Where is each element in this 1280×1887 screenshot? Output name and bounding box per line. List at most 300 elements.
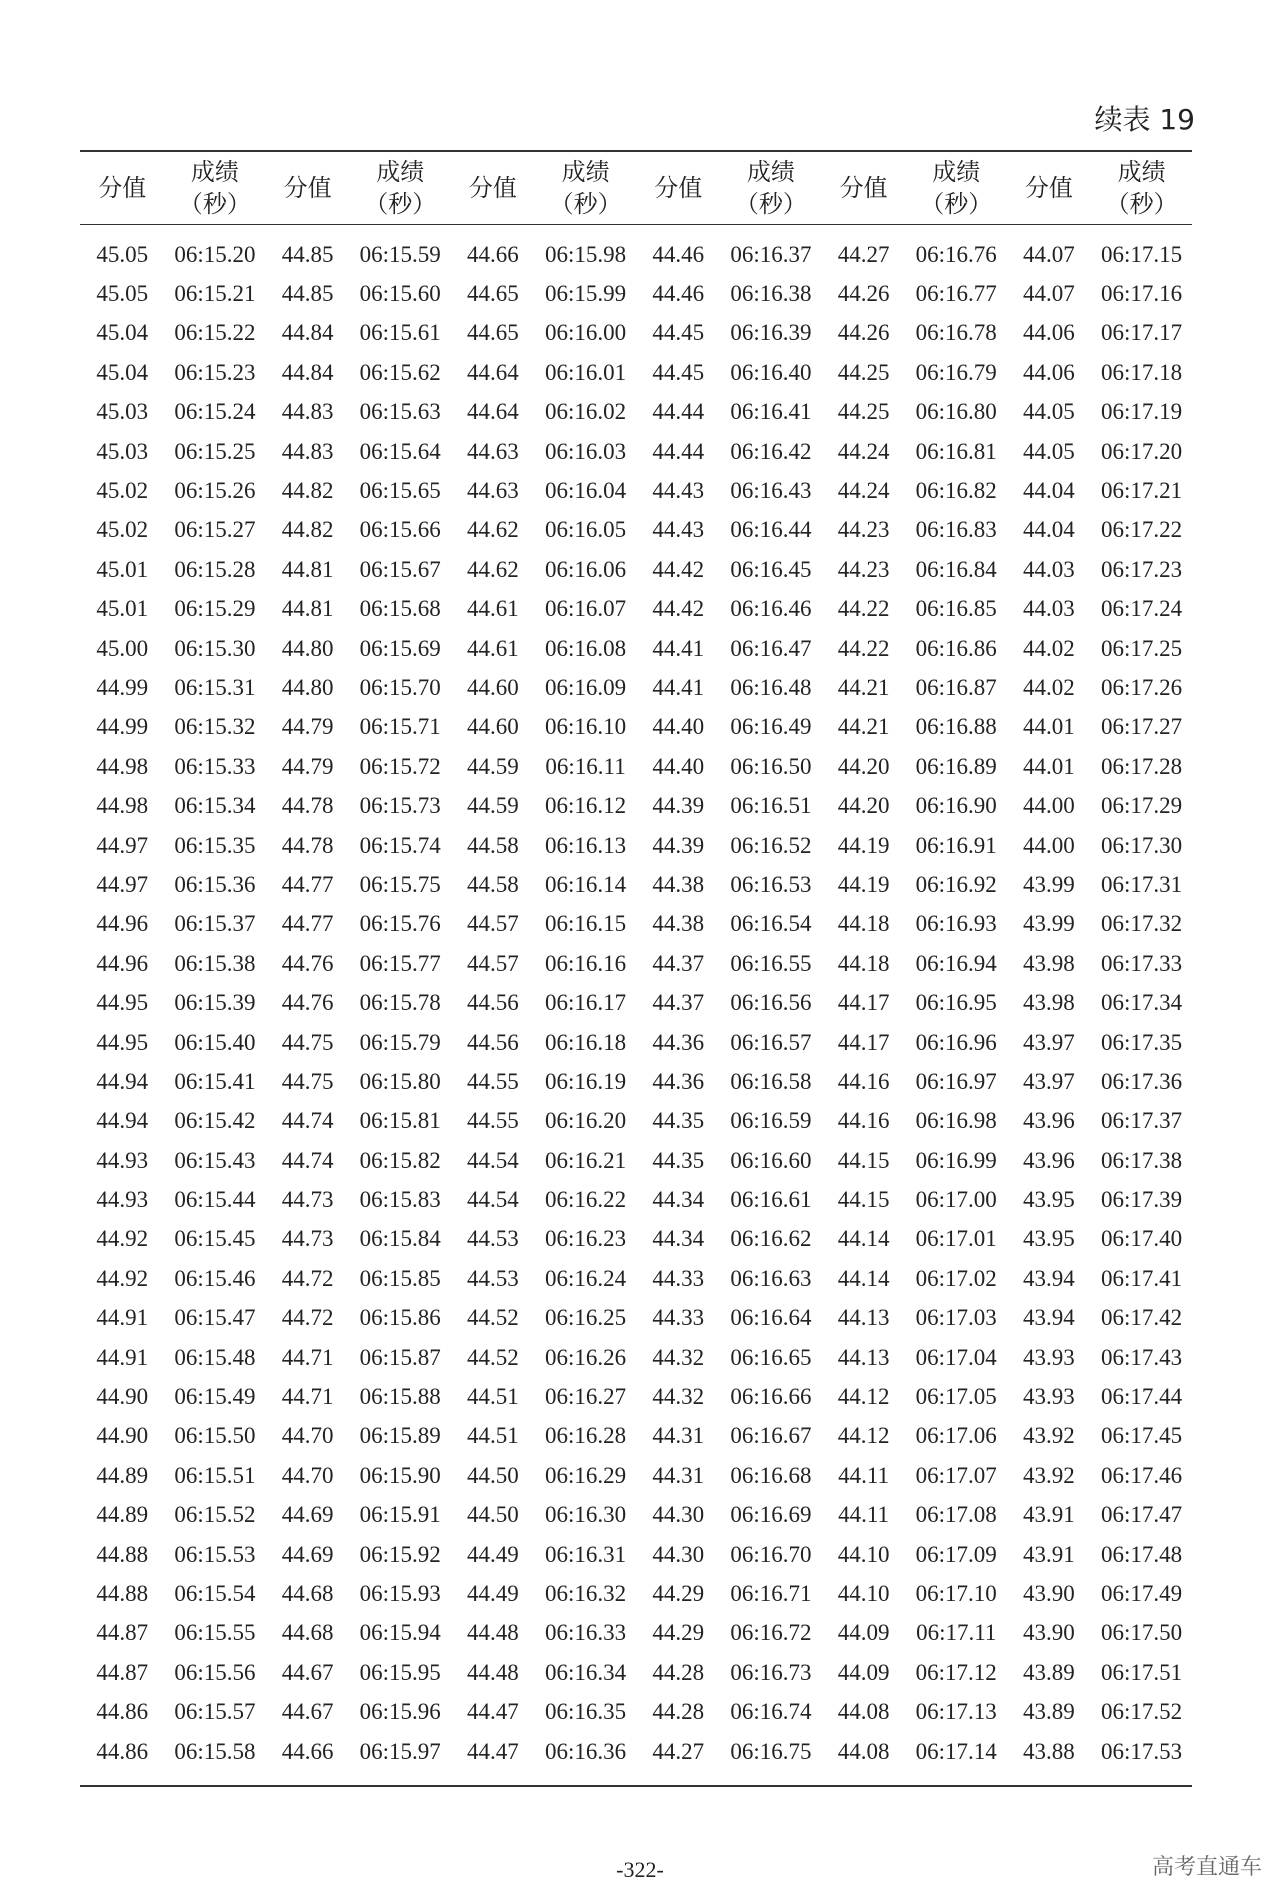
- score-cell: 44.77: [281, 871, 334, 897]
- score-cell: 44.58: [467, 871, 519, 897]
- table-row: [80, 511, 1192, 550]
- time-cell: 06:17.02: [915, 1265, 997, 1291]
- time-cell: 06:17.01: [915, 1226, 997, 1252]
- time-cell: 06:15.82: [359, 1147, 441, 1173]
- time-cell: 06:17.10: [915, 1580, 997, 1606]
- score-cell: 44.70: [281, 1423, 334, 1449]
- time-cell: 06:16.85: [915, 596, 997, 622]
- score-cell: 44.97: [96, 832, 149, 858]
- time-cell: 06:16.33: [545, 1620, 627, 1646]
- header-time-label: 成绩: [376, 157, 425, 186]
- time-cell: 06:16.47: [730, 635, 812, 661]
- time-cell: 06:15.91: [359, 1502, 441, 1528]
- time-cell: 06:15.46: [174, 1265, 256, 1291]
- time-cell: 06:16.60: [730, 1147, 812, 1173]
- score-cell: 44.99: [96, 714, 149, 740]
- time-cell: 06:15.70: [359, 674, 441, 700]
- time-cell: 06:17.16: [1101, 281, 1183, 307]
- header-time-unit: （秒）: [1105, 190, 1178, 218]
- score-cell: 44.76: [281, 990, 334, 1016]
- time-cell: 06:15.26: [174, 478, 256, 504]
- score-cell: 44.43: [652, 517, 705, 543]
- score-cell: 44.02: [1023, 674, 1075, 700]
- time-cell: 06:15.96: [359, 1699, 441, 1725]
- time-cell: 06:15.84: [359, 1226, 441, 1252]
- time-cell: 06:17.09: [915, 1541, 997, 1567]
- time-cell: 06:16.19: [545, 1068, 627, 1094]
- time-cell: 06:17.19: [1101, 399, 1183, 425]
- time-cell: 06:17.08: [915, 1502, 997, 1528]
- time-cell: 06:16.96: [915, 1029, 997, 1055]
- header-time: [535, 151, 636, 225]
- time-cell: 06:16.29: [545, 1462, 627, 1488]
- header-time-label: 成绩: [746, 157, 795, 186]
- score-cell: 43.89: [1023, 1659, 1075, 1685]
- time-cell: 06:16.37: [730, 241, 812, 267]
- time-cell: 06:16.23: [545, 1226, 627, 1252]
- score-cell: 43.89: [1023, 1699, 1075, 1725]
- score-cell: 44.60: [467, 674, 519, 700]
- score-cell: 44.68: [281, 1580, 334, 1606]
- score-cell: 44.74: [281, 1147, 334, 1173]
- time-cell: 06:16.69: [730, 1502, 812, 1528]
- time-cell: 06:15.85: [359, 1265, 441, 1291]
- score-cell: 44.80: [281, 674, 334, 700]
- score-cell: 43.96: [1023, 1147, 1075, 1173]
- header-score: 分值: [283, 173, 332, 202]
- table-row: [80, 786, 1192, 825]
- time-cell: 06:15.33: [174, 753, 256, 779]
- time-cell: 06:16.78: [915, 320, 997, 346]
- score-cell: 44.12: [837, 1423, 890, 1449]
- time-cell: 06:16.66: [730, 1384, 812, 1410]
- time-cell: 06:16.14: [545, 871, 627, 897]
- score-cell: 44.55: [467, 1108, 519, 1134]
- time-cell: 06:15.49: [174, 1384, 256, 1410]
- score-cell: 44.32: [652, 1344, 705, 1370]
- score-cell: 44.17: [837, 990, 890, 1016]
- time-cell: 06:15.21: [174, 281, 256, 307]
- time-cell: 06:15.37: [174, 911, 256, 937]
- time-cell: 06:15.47: [174, 1305, 256, 1331]
- table-row: [80, 274, 1192, 313]
- score-cell: 44.67: [281, 1699, 334, 1725]
- time-cell: 06:15.20: [174, 241, 256, 267]
- time-cell: 06:17.50: [1101, 1620, 1183, 1646]
- score-cell: 44.23: [837, 556, 890, 582]
- time-cell: 06:17.41: [1101, 1265, 1183, 1291]
- score-cell: 44.10: [837, 1580, 890, 1606]
- time-cell: 06:17.26: [1101, 674, 1183, 700]
- time-cell: 06:15.24: [174, 399, 256, 425]
- table-row: [80, 1732, 1192, 1786]
- score-cell: 44.13: [837, 1305, 890, 1331]
- time-cell: 06:15.65: [359, 478, 441, 504]
- time-cell: 06:16.68: [730, 1462, 812, 1488]
- score-cell: 44.42: [652, 596, 705, 622]
- score-cell: 44.49: [467, 1541, 519, 1567]
- time-cell: 06:15.43: [174, 1147, 256, 1173]
- time-cell: 06:16.24: [545, 1265, 627, 1291]
- score-cell: 44.41: [652, 635, 705, 661]
- table-row: [80, 1417, 1192, 1456]
- score-cell: 43.95: [1023, 1226, 1075, 1252]
- time-cell: 06:15.22: [174, 320, 256, 346]
- time-cell: 06:16.98: [915, 1108, 997, 1134]
- score-cell: 43.98: [1023, 950, 1075, 976]
- time-cell: 06:16.67: [730, 1423, 812, 1449]
- score-cell: 44.70: [281, 1462, 334, 1488]
- score-cell: 44.12: [837, 1384, 890, 1410]
- time-cell: 06:16.20: [545, 1108, 627, 1134]
- time-cell: 06:15.29: [174, 596, 256, 622]
- time-cell: 06:17.20: [1101, 438, 1183, 464]
- time-cell: 06:15.57: [174, 1699, 256, 1725]
- score-cell: 44.28: [652, 1699, 705, 1725]
- time-cell: 06:17.35: [1101, 1029, 1183, 1055]
- score-cell: 44.40: [652, 714, 705, 740]
- header-time-label: 成绩: [561, 157, 610, 186]
- score-cell: 44.76: [281, 950, 334, 976]
- time-cell: 06:17.49: [1101, 1580, 1183, 1606]
- score-cell: 43.88: [1023, 1738, 1075, 1764]
- table-row: [80, 225, 1192, 275]
- table-row: [80, 1141, 1192, 1180]
- time-cell: 06:16.95: [915, 990, 997, 1016]
- score-cell: 44.22: [837, 596, 890, 622]
- score-cell: 44.00: [1023, 793, 1075, 819]
- time-cell: 06:17.28: [1101, 753, 1183, 779]
- score-cell: 44.85: [281, 241, 334, 267]
- time-cell: 06:16.89: [915, 753, 997, 779]
- score-cell: 44.46: [652, 241, 705, 267]
- score-cell: 43.91: [1023, 1541, 1075, 1567]
- score-cell: 44.07: [1023, 281, 1075, 307]
- score-cell: 44.58: [467, 832, 519, 858]
- table-row: [80, 826, 1192, 865]
- score-cell: 44.91: [96, 1305, 149, 1331]
- header-time: [1091, 151, 1192, 225]
- time-cell: 06:15.48: [174, 1344, 256, 1370]
- time-cell: 06:16.92: [915, 871, 997, 897]
- score-cell: 44.09: [837, 1620, 890, 1646]
- score-cell: 44.94: [96, 1108, 149, 1134]
- score-cell: 44.43: [652, 478, 705, 504]
- score-cell: 44.64: [467, 399, 519, 425]
- table-row: [80, 1653, 1192, 1692]
- score-cell: 44.51: [467, 1423, 519, 1449]
- score-cell: 44.88: [96, 1541, 149, 1567]
- table-row: [80, 471, 1192, 510]
- time-cell: 06:16.84: [915, 556, 997, 582]
- time-cell: 06:16.36: [545, 1738, 627, 1764]
- time-cell: 06:15.27: [174, 517, 256, 543]
- score-cell: 44.46: [652, 281, 705, 307]
- time-cell: 06:16.75: [730, 1738, 812, 1764]
- score-cell: 44.78: [281, 832, 334, 858]
- table-row: [80, 550, 1192, 589]
- table-row: [80, 944, 1192, 983]
- header-score: 分值: [1024, 173, 1073, 202]
- score-cell: 43.96: [1023, 1108, 1075, 1134]
- header-time: [721, 151, 822, 225]
- score-cell: 44.87: [96, 1620, 149, 1646]
- time-cell: 06:15.66: [359, 517, 441, 543]
- time-cell: 06:16.04: [545, 478, 627, 504]
- score-cell: 44.34: [652, 1187, 705, 1213]
- time-cell: 06:16.08: [545, 635, 627, 661]
- time-cell: 06:15.45: [174, 1226, 256, 1252]
- score-cell: 44.97: [96, 871, 149, 897]
- header-score: 分值: [98, 173, 147, 202]
- score-cell: 44.05: [1023, 399, 1075, 425]
- table-row: [80, 708, 1192, 747]
- score-table: [80, 150, 1192, 1787]
- time-cell: 06:17.18: [1101, 359, 1183, 385]
- time-cell: 06:17.39: [1101, 1187, 1183, 1213]
- score-cell: 44.09: [837, 1659, 890, 1685]
- time-cell: 06:17.24: [1101, 596, 1183, 622]
- score-cell: 44.20: [837, 753, 890, 779]
- score-cell: 44.95: [96, 990, 149, 1016]
- time-cell: 06:16.62: [730, 1226, 812, 1252]
- time-cell: 06:16.44: [730, 517, 812, 543]
- score-cell: 44.91: [96, 1344, 149, 1370]
- time-cell: 06:16.16: [545, 950, 627, 976]
- score-cell: 44.06: [1023, 359, 1075, 385]
- time-cell: 06:16.77: [915, 281, 997, 307]
- score-cell: 44.79: [281, 753, 334, 779]
- time-cell: 06:16.59: [730, 1108, 812, 1134]
- time-cell: 06:16.53: [730, 871, 812, 897]
- score-cell: 44.86: [96, 1699, 149, 1725]
- time-cell: 06:16.07: [545, 596, 627, 622]
- score-cell: 44.17: [837, 1029, 890, 1055]
- time-cell: 06:15.74: [359, 832, 441, 858]
- time-cell: 06:17.48: [1101, 1541, 1183, 1567]
- time-cell: 06:17.53: [1101, 1738, 1183, 1764]
- score-cell: 44.71: [281, 1384, 334, 1410]
- table-row: [80, 1220, 1192, 1259]
- time-cell: 06:16.82: [915, 478, 997, 504]
- score-cell: 44.01: [1023, 714, 1075, 740]
- time-cell: 06:17.14: [915, 1738, 997, 1764]
- time-cell: 06:15.72: [359, 753, 441, 779]
- score-cell: 44.57: [467, 911, 519, 937]
- score-cell: 44.53: [467, 1265, 519, 1291]
- score-cell: 44.38: [652, 871, 705, 897]
- table-row: [80, 865, 1192, 904]
- header-time-label: 成绩: [1117, 157, 1166, 186]
- time-cell: 06:15.51: [174, 1462, 256, 1488]
- score-cell: 44.72: [281, 1265, 334, 1291]
- time-cell: 06:15.83: [359, 1187, 441, 1213]
- score-cell: 43.90: [1023, 1580, 1075, 1606]
- score-cell: 44.31: [652, 1462, 705, 1488]
- time-cell: 06:17.27: [1101, 714, 1183, 740]
- score-cell: 44.74: [281, 1108, 334, 1134]
- time-cell: 06:15.23: [174, 359, 256, 385]
- header-time: [906, 151, 1007, 225]
- score-cell: 44.90: [96, 1423, 149, 1449]
- time-cell: 06:15.79: [359, 1029, 441, 1055]
- score-cell: 43.94: [1023, 1305, 1075, 1331]
- time-cell: 06:15.30: [174, 635, 256, 661]
- time-cell: 06:15.93: [359, 1580, 441, 1606]
- score-cell: 44.65: [467, 320, 519, 346]
- time-cell: 06:16.27: [545, 1384, 627, 1410]
- time-cell: 06:16.79: [915, 359, 997, 385]
- table-row: [80, 393, 1192, 432]
- score-cell: 44.94: [96, 1068, 149, 1094]
- table-row: [80, 1377, 1192, 1416]
- score-cell: 44.27: [837, 241, 890, 267]
- time-cell: 06:15.97: [359, 1738, 441, 1764]
- score-cell: 44.82: [281, 517, 334, 543]
- table-row: [80, 1299, 1192, 1338]
- time-cell: 06:16.13: [545, 832, 627, 858]
- time-cell: 06:17.47: [1101, 1502, 1183, 1528]
- score-cell: 44.04: [1023, 478, 1075, 504]
- score-cell: 44.69: [281, 1541, 334, 1567]
- score-cell: 44.22: [837, 635, 890, 661]
- time-cell: 06:17.36: [1101, 1068, 1183, 1094]
- score-cell: 44.16: [837, 1108, 890, 1134]
- time-cell: 06:17.11: [916, 1620, 997, 1646]
- score-cell: 44.75: [281, 1068, 334, 1094]
- score-cell: 44.54: [467, 1187, 519, 1213]
- header-time-unit: （秒）: [549, 190, 622, 218]
- time-cell: 06:17.46: [1101, 1462, 1183, 1488]
- score-cell: 44.44: [652, 399, 705, 425]
- time-cell: 06:15.73: [359, 793, 441, 819]
- time-cell: 06:16.70: [730, 1541, 812, 1567]
- score-cell: 43.94: [1023, 1265, 1075, 1291]
- time-cell: 06:15.44: [174, 1187, 256, 1213]
- time-cell: 06:15.56: [174, 1659, 256, 1685]
- time-cell: 06:15.60: [359, 281, 441, 307]
- time-cell: 06:16.71: [730, 1580, 812, 1606]
- time-cell: 06:15.35: [174, 832, 256, 858]
- score-cell: 44.61: [467, 596, 519, 622]
- score-cell: 44.44: [652, 438, 705, 464]
- table-row: [80, 432, 1192, 471]
- score-cell: 44.79: [281, 714, 334, 740]
- time-cell: 06:17.42: [1101, 1305, 1183, 1331]
- time-cell: 06:17.22: [1101, 517, 1183, 543]
- score-cell: 44.88: [96, 1580, 149, 1606]
- score-cell: 44.42: [652, 556, 705, 582]
- time-cell: 06:16.97: [915, 1068, 997, 1094]
- time-cell: 06:17.21: [1101, 478, 1183, 504]
- score-cell: 44.16: [837, 1068, 890, 1094]
- score-cell: 44.83: [281, 438, 334, 464]
- time-cell: 06:15.63: [359, 399, 441, 425]
- score-cell: 43.93: [1023, 1344, 1075, 1370]
- time-cell: 06:15.68: [359, 596, 441, 622]
- table-row: [80, 1456, 1192, 1495]
- time-cell: 06:17.34: [1101, 990, 1183, 1016]
- time-cell: 06:15.92: [359, 1541, 441, 1567]
- score-cell: 44.35: [652, 1108, 705, 1134]
- time-cell: 06:16.34: [545, 1659, 627, 1685]
- time-cell: 06:15.76: [359, 911, 441, 937]
- table-row: [80, 668, 1192, 707]
- time-cell: 06:16.65: [730, 1344, 812, 1370]
- time-cell: 06:16.63: [730, 1265, 812, 1291]
- time-cell: 06:15.81: [359, 1108, 441, 1134]
- time-cell: 06:16.30: [545, 1502, 627, 1528]
- time-cell: 06:17.12: [915, 1659, 997, 1685]
- table-row: [80, 1535, 1192, 1574]
- table-row: [80, 1102, 1192, 1141]
- time-cell: 06:15.38: [174, 950, 256, 976]
- score-table-container: [80, 150, 1192, 1787]
- table-row: [80, 1614, 1192, 1653]
- time-cell: 06:16.51: [730, 793, 812, 819]
- score-cell: 44.99: [96, 674, 149, 700]
- score-cell: 44.75: [281, 1029, 334, 1055]
- score-cell: 44.30: [652, 1502, 705, 1528]
- score-cell: 44.69: [281, 1502, 334, 1528]
- score-cell: 45.03: [96, 399, 149, 425]
- time-cell: 06:16.74: [730, 1699, 812, 1725]
- time-cell: 06:17.44: [1101, 1384, 1183, 1410]
- score-cell: 44.59: [467, 793, 519, 819]
- time-cell: 06:15.31: [174, 674, 256, 700]
- score-cell: 45.02: [96, 517, 149, 543]
- time-cell: 06:17.05: [915, 1384, 997, 1410]
- score-cell: 44.47: [467, 1738, 519, 1764]
- time-cell: 06:16.09: [545, 674, 627, 700]
- score-cell: 44.45: [652, 359, 705, 385]
- time-cell: 06:16.02: [545, 399, 627, 425]
- score-cell: 44.90: [96, 1384, 149, 1410]
- score-cell: 44.13: [837, 1344, 890, 1370]
- time-cell: 06:16.91: [915, 832, 997, 858]
- score-cell: 44.36: [652, 1029, 705, 1055]
- table-header: [80, 151, 1192, 225]
- time-cell: 06:17.17: [1101, 320, 1183, 346]
- time-cell: 06:17.29: [1101, 793, 1183, 819]
- score-cell: 44.11: [838, 1462, 890, 1488]
- score-cell: 44.11: [838, 1502, 890, 1528]
- score-cell: 44.95: [96, 1029, 149, 1055]
- score-cell: 44.48: [467, 1620, 519, 1646]
- time-cell: 06:16.48: [730, 674, 812, 700]
- time-cell: 06:15.77: [359, 950, 441, 976]
- time-cell: 06:15.98: [545, 241, 627, 267]
- score-cell: 44.24: [837, 478, 890, 504]
- score-cell: 44.56: [467, 990, 519, 1016]
- score-cell: 44.52: [467, 1344, 519, 1370]
- score-cell: 44.63: [467, 478, 519, 504]
- time-cell: 06:17.37: [1101, 1108, 1183, 1134]
- time-cell: 06:16.25: [545, 1305, 627, 1331]
- score-cell: 44.85: [281, 281, 334, 307]
- time-cell: 06:16.21: [545, 1147, 627, 1173]
- score-cell: 44.18: [837, 911, 890, 937]
- score-cell: 44.08: [837, 1738, 890, 1764]
- score-cell: 44.03: [1023, 556, 1075, 582]
- score-cell: 44.33: [652, 1265, 705, 1291]
- time-cell: 06:15.80: [359, 1068, 441, 1094]
- score-cell: 45.05: [96, 281, 149, 307]
- time-cell: 06:15.99: [545, 281, 627, 307]
- score-cell: 45.01: [96, 556, 149, 582]
- score-cell: 44.39: [652, 793, 705, 819]
- score-cell: 44.89: [96, 1462, 149, 1488]
